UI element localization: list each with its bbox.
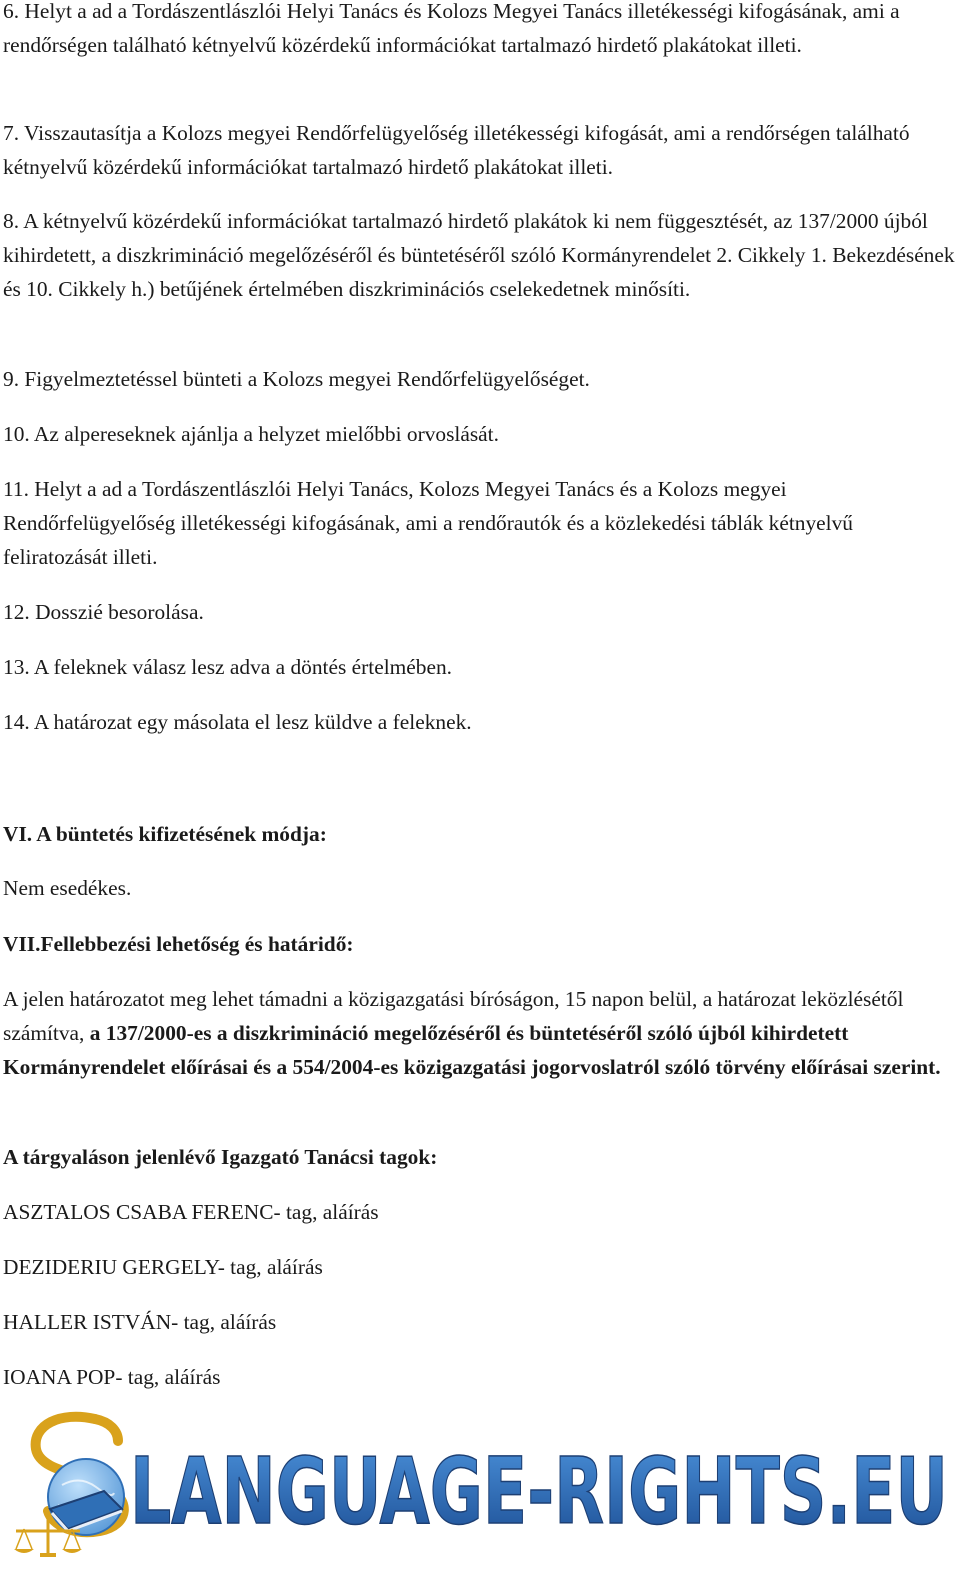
list-item-6: 6. Helyt a ad a Tordászentlászlói Helyi Tanács és Kolozs Megyei Tanács illetékességi kifogásának, ami a rendőrségen található kétnyelvű közérdekű információkat tartalmazó hirdető plakátokat illeti. xyxy=(3,0,900,57)
logo-graphic xyxy=(0,1405,960,1565)
list-item-10: 10. Az alpereseknek ajánlja a helyzet mielőbbi orvoslását. xyxy=(3,422,499,446)
member-line: DEZIDERIU GERGELY- tag, aláírás xyxy=(3,1255,323,1279)
member-line: ASZTALOS CSABA FERENC- tag, aláírás xyxy=(3,1200,379,1224)
section-vi-body: Nem esedékes. xyxy=(3,876,132,900)
list-item-13: 13. A feleknek válasz lesz adva a döntés értelmében. xyxy=(3,655,453,679)
section-vii-body xyxy=(3,982,958,1084)
section-vii-heading: VII.Fellebbezési lehetőség és határidő: xyxy=(3,932,354,956)
list-item-14: 14. A határozat egy másolata el lesz küldve a feleknek. xyxy=(3,710,472,734)
list-item-11: 11. Helyt a ad a Tordászentlászlói Helyi Tanács, Kolozs Megyei Tanács és a Kolozs megyei Rendőrfelügyelőség illetékességi kifogásának, ami a rendőrautók és a közlekedési táblák kétnyelvű feliratozását illeti. xyxy=(3,477,853,569)
section-vi-heading: VI. A büntetés kifizetésének módja: xyxy=(3,822,327,846)
language-rights-logo xyxy=(0,1405,960,1565)
member-line: IOANA POP- tag, aláírás xyxy=(3,1365,221,1389)
members-heading: A tárgyaláson jelenlévő Igazgató Tanácsi tagok: xyxy=(3,1145,438,1169)
logo-wordmark: LANGUAGE-RIGHTS.EU xyxy=(130,1438,948,1545)
section-vii-body-bold: a 137/2000-es a diszkrimináció megelőzéséről és büntetéséről szóló újból kihirdetett Kormányrendelet előírásai és a 554/2004-es közigazgatási jogorvoslatról szóló törvény előírásai szerint. xyxy=(3,1021,941,1079)
section-vii-body-plain: A jelen határozatot meg lehet támadni a közigazgatási bíróságon, 15 napon belül, a határozat leközlésétől számítva, xyxy=(3,987,904,1045)
list-item-7: 7. Visszautasítja a Kolozs megyei Rendőrfelügyelőség illetékességi kifogását, ami a rendőrségen található kétnyelvű közérdekű információkat tartalmazó hirdető plakátokat illeti. xyxy=(3,121,910,179)
list-item-8: 8. A kétnyelvű közérdekű információkat tartalmazó hirdető plakátok ki nem függesztését, az 137/2000 újból kihirdetett, a diszkrimináció megelőzéséről és büntetéséről szóló Kormányrendelet 2. Cikkely 1. Bekezdésének és 10. Cikkely h.) betűjének értelmében diszkriminációs cselekedetnek minősíti. xyxy=(3,209,955,301)
list-item-12: 12. Dosszié besorolása. xyxy=(3,600,204,624)
list-item-9: 9. Figyelmeztetéssel bünteti a Kolozs megyei Rendőrfelügyelőséget. xyxy=(3,367,590,391)
section-sign-scales-globe-book-icon xyxy=(14,1417,124,1557)
member-line: HALLER ISTVÁN- tag, aláírás xyxy=(3,1310,277,1334)
